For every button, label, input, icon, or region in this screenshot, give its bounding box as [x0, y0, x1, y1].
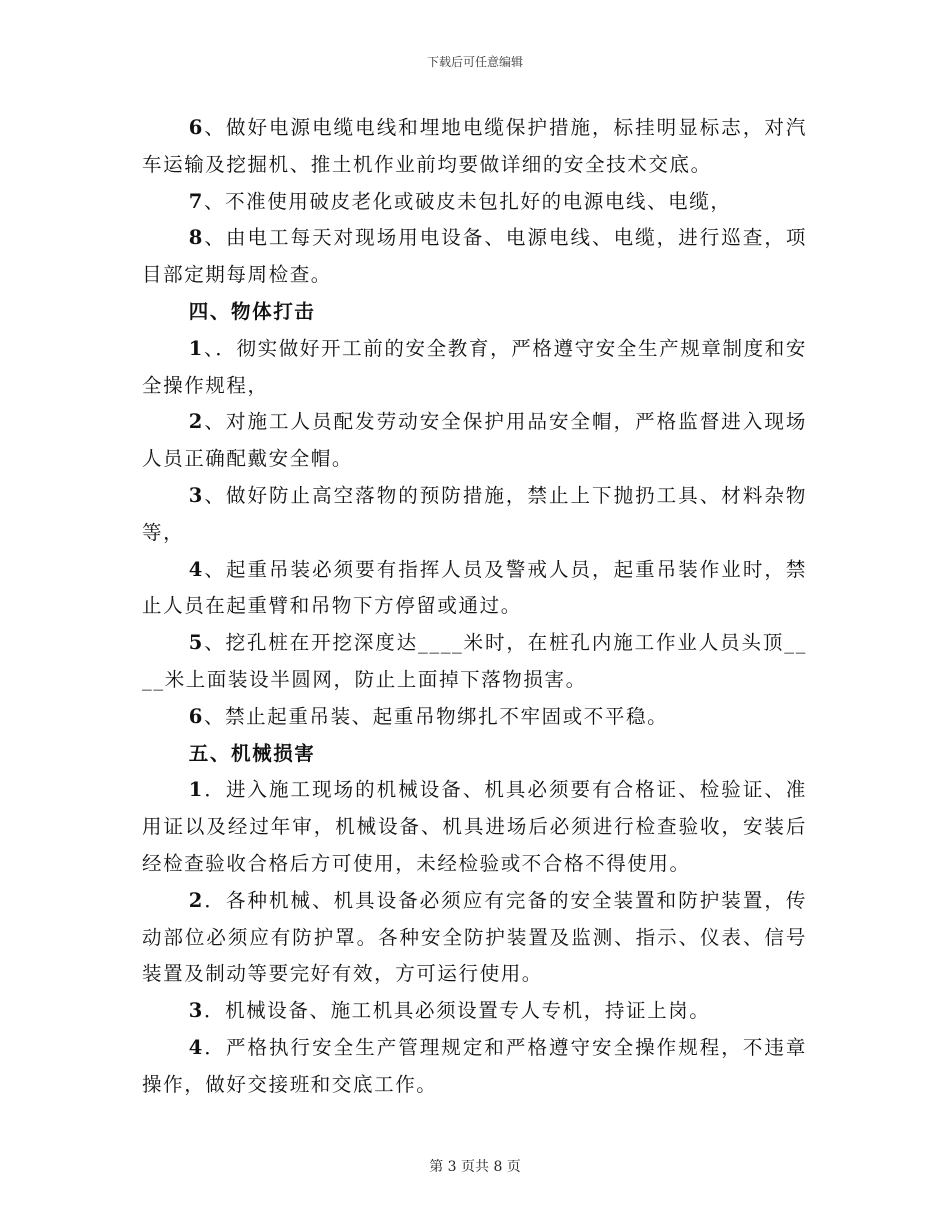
- item-text: 、不准使用破皮老化或破皮未包扎好的电源电线、电缆，: [203, 189, 732, 213]
- paragraph-item: [142, 993, 807, 1030]
- paragraph-item: [142, 404, 807, 478]
- paragraph-item: [142, 478, 807, 552]
- item-text: 、挖孔桩在开挖深度达____米时，在桩孔内施工作业人员头顶____米上面装设半圆网，防止上面掉下落物损害。: [142, 631, 807, 691]
- section-heading: 四、物体打击: [188, 299, 316, 323]
- page-header: 下载后可任意编辑: [426, 55, 523, 69]
- item-number: 3: [188, 483, 204, 507]
- item-number: 7: [188, 189, 204, 213]
- item-text: ．进入施工现场的机械设备、机具必须要有合格证、检验证、准用证以及经过年审，机械设备、机具进场后必须进行检查验收，安装后经检查验收合格后方可使用，未经检验或不合格不得使用。: [142, 778, 807, 875]
- item-text: 、对施工人员配发劳动安全保护用品安全帽，严格监督进入现场人员正确配戴安全帽。: [142, 410, 807, 471]
- item-number: 1: [188, 336, 204, 360]
- item-number: 5: [188, 631, 204, 655]
- item-number: 6: [188, 704, 204, 728]
- paragraph-item: [142, 699, 807, 736]
- paragraph-item: [142, 1030, 807, 1104]
- item-number: 2: [188, 410, 204, 434]
- paragraph-item: [142, 110, 807, 184]
- item-text: 、由电工每天对现场用电设备、电源电线、电缆，进行巡查，项目部定期每周检查。: [142, 226, 807, 287]
- item-number: 2: [188, 888, 204, 912]
- item-number: 4: [188, 1035, 204, 1059]
- paragraph-item: [142, 625, 807, 699]
- item-number: 8: [188, 226, 204, 250]
- item-number: 4: [188, 557, 204, 581]
- item-text: 、．彻实做好开工前的安全教育，严格遵守安全生产规章制度和安全操作规程，: [142, 336, 807, 397]
- item-text: ．严格执行安全生产管理规定和严格遵守安全操作规程，不违章操作，做好交接班和交底工作。: [142, 1035, 807, 1096]
- paragraph-item: [142, 883, 807, 993]
- item-number: 1: [188, 778, 204, 802]
- item-text: 、做好电源电缆电线和埋地电缆保护措施，标挂明显标志，对汽车运输及挖掘机、推土机作业前均要做详细的安全技术交底。: [142, 116, 807, 176]
- item-text: 、禁止起重吊装、起重吊物绑扎不牢固或不平稳。: [203, 704, 669, 728]
- paragraph-item: [142, 331, 807, 405]
- page-footer: 第 3 页共 8 页: [429, 1159, 521, 1175]
- item-number: 6: [188, 116, 204, 139]
- paragraph-item: [142, 220, 807, 294]
- item-number: 3: [188, 999, 204, 1023]
- paragraph-item: [142, 772, 807, 882]
- item-text: 、起重吊装必须要有指挥人员及警戒人员，起重吊装作业时，禁止人员在起重臂和吊物下方停留或通过。: [142, 557, 807, 618]
- item-text: ．机械设备、施工机具必须设置专人专机，持证上岗。: [203, 999, 711, 1023]
- paragraph-item: [142, 184, 807, 221]
- paragraph-item: [142, 552, 807, 626]
- section-heading: 五、机械损害: [188, 741, 316, 765]
- document-body: [142, 110, 807, 1104]
- item-text: ．各种机械、机具设备必须应有完备的安全装置和防护装置，传动部位必须应有防护罩。各种安全防护装置及监测、指示、仪表、信号装置及制动等要完好有效，方可运行使用。: [142, 888, 807, 986]
- item-text: 、做好防止高空落物的预防措施，禁止上下抛扔工具、材料杂物等，: [142, 483, 807, 544]
